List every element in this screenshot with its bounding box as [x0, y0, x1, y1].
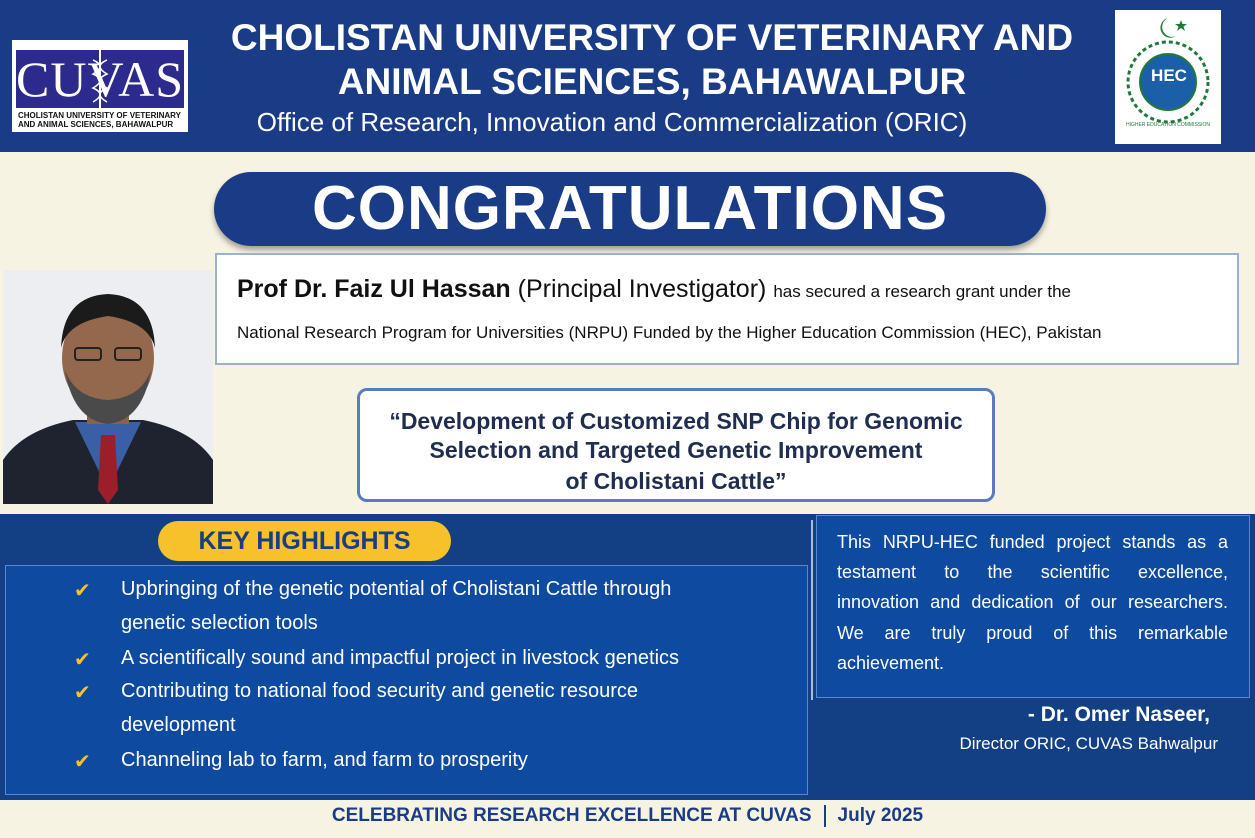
quote-line: innovation and dedication of our researchers.	[837, 592, 1228, 612]
footer-separator	[824, 805, 826, 827]
quote-line: This NRPU-HEC funded project stands as a	[837, 532, 1228, 552]
investigator-photo	[3, 270, 213, 504]
project-title-line1: “Development of Customized SNP Chip for Genomic	[389, 408, 963, 434]
congratulations-banner: CONGRATULATIONS	[214, 172, 1046, 246]
signature-title: Director ORIC, CUVAS Bahwalpur	[959, 734, 1218, 753]
project-title-line3: of Cholistani Cattle”	[565, 468, 787, 494]
announcement-box	[215, 253, 1239, 365]
svg-text:HIGHER EDUCATION COMMISSION: HIGHER EDUCATION COMMISSION	[1125, 122, 1211, 128]
caduceus-icon	[90, 46, 110, 110]
check-icon: ✔	[74, 751, 91, 773]
vertical-divider	[811, 520, 813, 700]
office-subtitle: Office of Research, Innovation and Commercialization (ORIC)	[256, 107, 968, 137]
investigator-role: (Principal Investigator)	[517, 275, 767, 303]
quote-line: achievement.	[837, 653, 945, 673]
cuvas-logo	[12, 40, 188, 132]
footer-tagline: CELEBRATING RESEARCH EXCELLENCE AT CUVAS	[331, 805, 812, 827]
announcement-line1	[237, 275, 1221, 304]
cuvas-logo-caption: CHOLISTAN UNIVERSITY OF VETERINARY AND ANIMAL SCIENCES, BAHAWALPUR	[18, 111, 181, 129]
cuvas-logo-mark: CUVAS	[16, 51, 185, 107]
investigator-name: Prof Dr. Faiz Ul Hassan	[237, 275, 511, 303]
hec-logo-text: HEC	[1151, 66, 1187, 85]
footer-text	[0, 805, 1255, 827]
check-icon: ✔	[74, 649, 91, 671]
quote-line: We are truly proud of this remarkable	[837, 623, 1228, 643]
announcement-text: has secured a research grant under the	[773, 282, 1072, 301]
portrait-image	[3, 270, 213, 504]
check-icon: ✔	[74, 580, 91, 602]
hec-logo	[1115, 10, 1221, 144]
announcement-line2: National Research Program for Universities (NRPU) Funded by the Higher Education Commission (HEC), Pakistan	[237, 323, 1102, 342]
project-title-line2: Selection and Targeted Genetic Improvement	[429, 437, 923, 463]
director-quote-box	[816, 515, 1250, 698]
key-highlights-heading: KEY HIGHLIGHTS	[158, 521, 451, 561]
check-icon: ✔	[74, 682, 91, 704]
footer-date: July 2025	[837, 805, 924, 827]
university-title: CHOLISTAN UNIVERSITY OF VETERINARY AND ANIMAL SCIENCES, BAHAWALPUR	[230, 17, 1074, 102]
project-title-box	[357, 388, 995, 502]
signature-name: - Dr. Omer Naseer,	[1027, 703, 1210, 726]
quote-line: testament to the scientific excellence,	[837, 562, 1228, 582]
